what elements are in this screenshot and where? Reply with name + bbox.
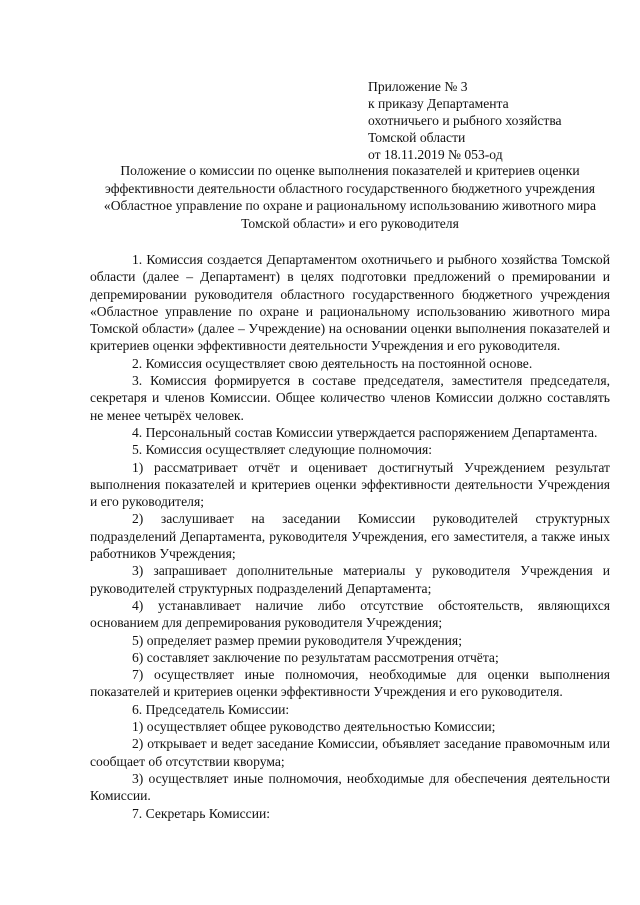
powers-item-7: 7) осуществляет иные полномочия, необходимые для оценки выполнения показателей и критериев оценки эффективности Учреждения и его руководителя. bbox=[90, 667, 610, 700]
chair-item-2: 2) открывает и ведет заседание Комиссии, объявляет заседание правомочным или сообщает об отсутствии кворума; bbox=[90, 736, 610, 769]
document-body bbox=[90, 251, 610, 822]
powers-item-4: 4) устанавливает наличие либо отсутствие обстоятельств, являющихся основанием для депремирования руководителя Учреждения; bbox=[90, 597, 610, 631]
chair-item-1: 1) осуществляет общее руководство деятельностью Комиссии; bbox=[132, 719, 496, 735]
appendix-line: Томской области bbox=[368, 130, 466, 145]
paragraph-item-7: 7. Секретарь Комиссии: bbox=[132, 805, 271, 821]
paragraph-item-1: 1. Комиссия создается Департаментом охотничьего и рыбного хозяйства Томской области (далее – Департамент) в целях подготовки предложений о премировании и депремировании руководителя областного государственного бюджетного учреждения «Областное управление по охране и рациональному использованию животного мира Томской области» (далее – Учреждение) на основании оценки выполнения показателей и критериев оценки эффективности деятельности Учреждения и его руководителя. bbox=[90, 252, 610, 354]
title-line: «Областное управление по охране и рациональному использованию животного мира bbox=[103, 198, 597, 213]
paragraph-item-6: 6. Председатель Комиссии: bbox=[132, 701, 290, 717]
chair-item-3: 3) осуществляет иные полномочия, необходимые для обеспечения деятельности Комиссии. bbox=[90, 770, 610, 804]
paragraph-item-2: 2. Комиссия осуществляет свою деятельность на постоянной основе. bbox=[132, 355, 533, 371]
powers-item-2: 2) заслушивает на заседании Комиссии руководителей структурных подразделений Департамента, руководителя Учреждения, его заместителя, а также иных работников Учреждения; bbox=[90, 511, 610, 562]
appendix-line: охотничьего и рыбного хозяйства bbox=[368, 113, 562, 128]
paragraph-item-3: 3. Комиссия формируется в составе председателя, заместителя председателя, секретаря и членов Комиссии. Общее количество членов Комиссии должно составлять не менее четырёх человек. bbox=[90, 373, 610, 423]
powers-item-5: 5) определяет размер премии руководителя Учреждения; bbox=[132, 632, 462, 648]
appendix-block bbox=[368, 78, 608, 163]
powers-item-6: 6) составляет заключение по результатам рассмотрения отчёта; bbox=[132, 649, 499, 665]
appendix-line: Приложение № 3 bbox=[368, 79, 468, 94]
document-title bbox=[88, 162, 612, 232]
title-line: Положение о комиссии по оценке выполнения показателей и критериев оценки bbox=[120, 163, 580, 178]
appendix-line: от 18.11.2019 № 053-од bbox=[368, 147, 503, 162]
title-line: эффективности деятельности областного государственного бюджетного учреждения bbox=[105, 180, 595, 196]
paragraph-item-4: 4. Персональный состав Комиссии утверждается распоряжением Департамента. bbox=[132, 424, 598, 440]
paragraph-item-5: 5. Комиссия осуществляет следующие полномочия: bbox=[132, 442, 433, 458]
powers-item-1: 1) рассматривает отчёт и оценивает достигнутый Учреждением результат выполнения показателей и критериев оценки эффективности деятельности Учреждения и его руководителя; bbox=[90, 459, 610, 510]
appendix-line: к приказу Департамента bbox=[368, 96, 509, 111]
title-line: Томской области» и его руководителя bbox=[241, 215, 459, 231]
powers-item-3: 3) запрашивает дополнительные материалы у руководителя Учреждения и руководителей структурных подразделений Департамента; bbox=[90, 563, 610, 596]
